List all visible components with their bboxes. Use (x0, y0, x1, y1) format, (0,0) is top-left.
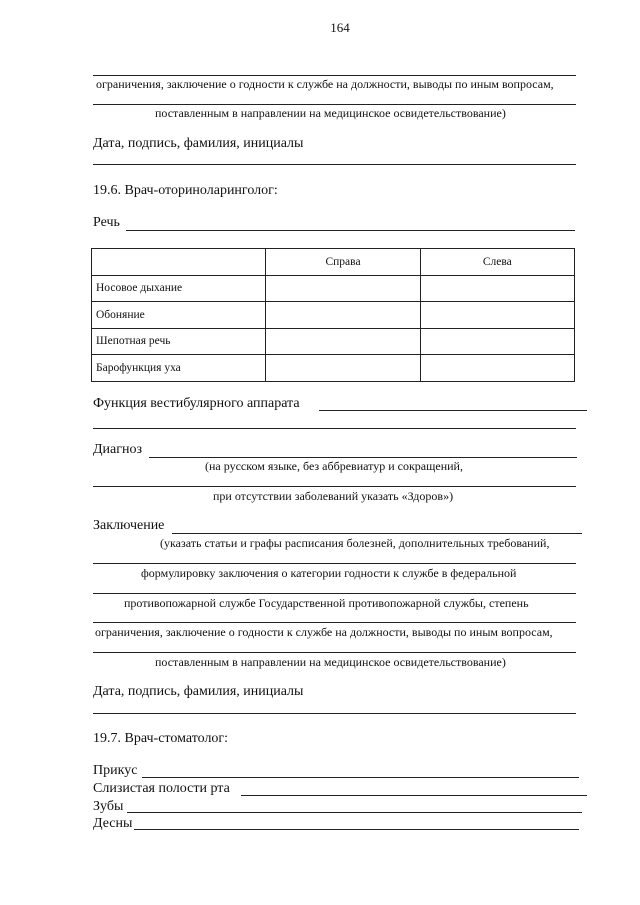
hint-text: при отсутствии заболеваний указать «Здоров») (213, 489, 454, 503)
hint-text: (на русском языке, без аббревиатур и сокращений, (205, 459, 463, 473)
vestibular-field[interactable] (319, 410, 587, 411)
cell-right[interactable] (266, 355, 420, 382)
row-label: Обоняние (92, 302, 266, 329)
row-label: Шепотная речь (92, 328, 266, 355)
ent-table (91, 248, 575, 382)
cell-left[interactable] (420, 275, 574, 302)
hint-text: поставленным в направлении на медицинское освидетельствование) (155, 106, 506, 120)
cell-right[interactable] (266, 302, 420, 329)
section-heading: 19.7. Врач-стоматолог: (93, 731, 229, 746)
hint-text: ограничения, заключение о годности к службе на должности, выводы по иным вопросам, (96, 77, 554, 91)
underline[interactable] (93, 486, 576, 487)
table-row (92, 328, 575, 355)
underline[interactable] (93, 428, 576, 429)
bite-field[interactable] (142, 777, 579, 778)
cell-right[interactable] (266, 275, 420, 302)
hint-text: (указать статьи и графы расписания болезней, дополнительных требований, (160, 536, 550, 550)
hint-text: поставленным в направлении на медицинское освидетельствование) (155, 655, 506, 669)
underline[interactable] (93, 563, 576, 564)
page-number: 164 (330, 20, 350, 35)
signature-label: Дата, подпись, фамилия, инициалы (93, 684, 304, 699)
underline[interactable] (93, 622, 576, 623)
table-row (92, 302, 575, 329)
signature-label: Дата, подпись, фамилия, инициалы (93, 136, 304, 151)
field-label: Десны (93, 816, 133, 831)
row-label: Носовое дыхание (92, 275, 266, 302)
signature-line[interactable] (93, 164, 576, 165)
table-header-cell (92, 249, 266, 276)
vestibular-label: Функция вестибулярного аппарата (93, 396, 300, 411)
table-header-cell: Слева (420, 249, 574, 276)
diagnosis-label: Диагноз (93, 442, 143, 457)
cell-right[interactable] (266, 328, 420, 355)
table-row (92, 275, 575, 302)
mucosa-field[interactable] (241, 795, 587, 796)
signature-line[interactable] (93, 713, 576, 714)
hint-text: ограничения, заключение о годности к службе на должности, выводы по иным вопросам, (95, 625, 553, 639)
table-header-row (92, 249, 575, 276)
underline[interactable] (93, 652, 576, 653)
speech-field[interactable] (126, 230, 575, 231)
table-header-cell: Справа (266, 249, 420, 276)
gums-field[interactable] (134, 829, 579, 830)
underline (93, 75, 576, 76)
teeth-field[interactable] (127, 812, 582, 813)
conclusion-field[interactable] (172, 533, 582, 534)
field-label: Слизистая полости рта (93, 781, 230, 796)
cell-left[interactable] (420, 328, 574, 355)
cell-left[interactable] (420, 355, 574, 382)
underline[interactable] (93, 593, 576, 594)
table-row (92, 355, 575, 382)
hint-text: противопожарной службе Государственной противопожарной службы, степень (124, 596, 529, 610)
cell-left[interactable] (420, 302, 574, 329)
speech-label: Речь (93, 215, 120, 230)
row-label: Барофункция уха (92, 355, 266, 382)
section-heading: 19.6. Врач-оториноларинголог: (93, 183, 278, 198)
field-label: Зубы (93, 799, 124, 814)
conclusion-label: Заключение (93, 518, 165, 533)
field-label: Прикус (93, 763, 138, 778)
hint-text: формулировку заключения о категории годности к службе в федеральной (141, 566, 517, 580)
underline (93, 104, 576, 105)
diagnosis-field[interactable] (149, 457, 577, 458)
